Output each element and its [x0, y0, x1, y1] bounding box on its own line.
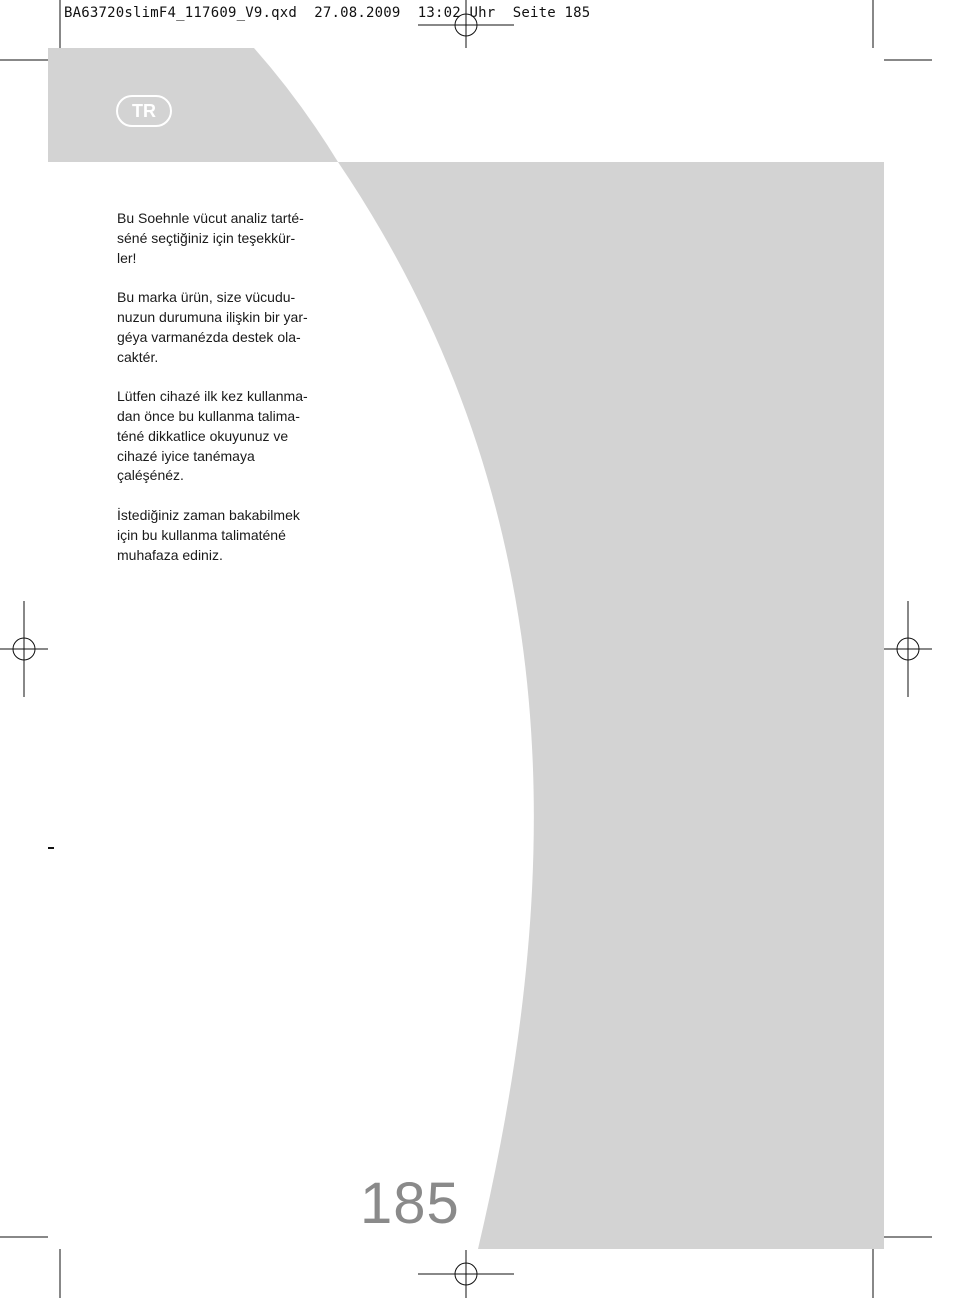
- paragraph: [117, 288, 332, 367]
- text-line: géya varmanézda destek ola-: [117, 328, 301, 345]
- paragraph: [117, 209, 332, 268]
- intro-text: [117, 209, 332, 585]
- text-line: nuzun durumuna ilişkin bir yar-: [117, 308, 308, 325]
- language-badge: TR: [116, 95, 172, 127]
- text-line: téné dikkatlice okuyunuz ve: [117, 427, 289, 444]
- gray-curved-panel: [338, 162, 884, 1249]
- text-line: caktér.: [117, 348, 159, 365]
- header-gray-band: [48, 48, 338, 162]
- page-number: 185: [360, 1171, 460, 1236]
- text-line: çaléşénéz.: [117, 467, 184, 484]
- print-slug-line: BA63720slimF4_117609_V9.qxd 27.08.2009 13:02 Uhr Seite 185: [64, 5, 591, 21]
- text-line: dan önce bu kullanma talima-: [117, 407, 300, 424]
- registration-mark-right: [884, 601, 932, 697]
- text-line: séné seçtiğiniz için teşekkür-: [117, 229, 296, 246]
- text-line: cihazé iyice tanémaya: [117, 447, 255, 464]
- paragraph: [117, 387, 332, 486]
- paragraph: [117, 506, 332, 565]
- registration-mark-bottom: [418, 1250, 514, 1298]
- text-line: Bu Soehnle vücut analiz tarté-: [117, 210, 304, 226]
- text-line: için bu kullanma talimaténé: [117, 526, 286, 543]
- text-line: Bu marka ürün, size vücudu-: [117, 289, 296, 306]
- text-line: ler!: [117, 249, 137, 266]
- text-line: Lütfen cihazé ilk kez kullanma-: [117, 388, 308, 405]
- text-line: İstediğiniz zaman bakabilmek: [117, 506, 300, 523]
- text-line: muhafaza ediniz.: [117, 546, 223, 563]
- registration-mark-left: [0, 601, 48, 697]
